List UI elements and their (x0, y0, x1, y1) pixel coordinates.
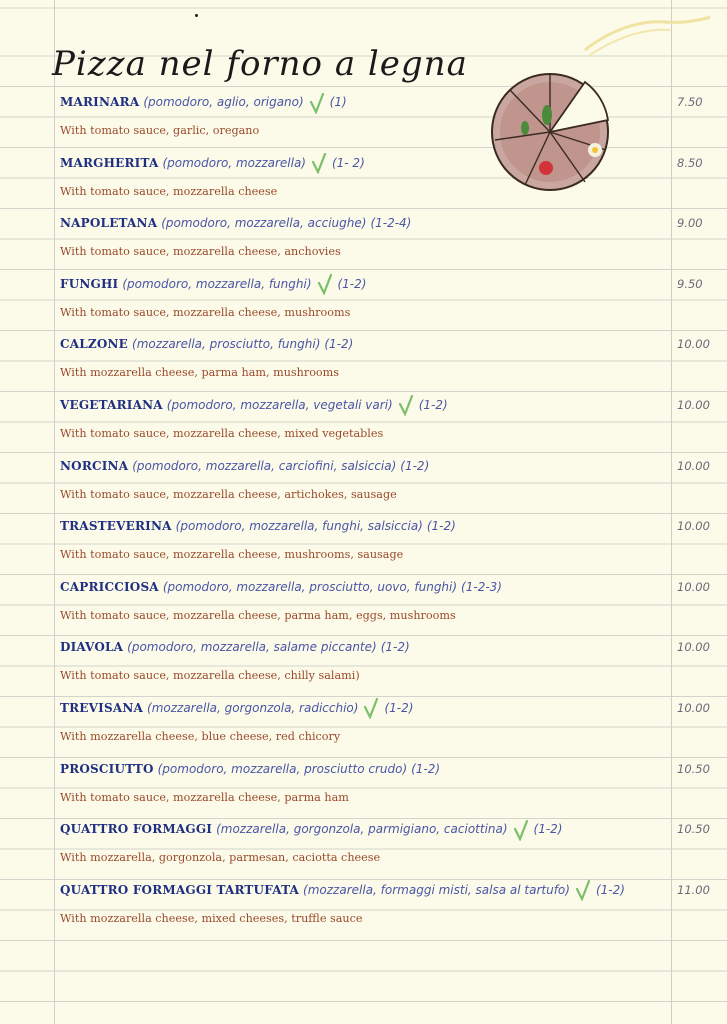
item-english: With mozzarella cheese, parma ham, mushrooms (60, 366, 340, 380)
item-name: QUATTRO FORMAGGI TARTUFATA (60, 882, 300, 897)
item-name: VEGETARIANA (60, 397, 163, 412)
item-name: MARINARA (60, 95, 140, 109)
item-allergens: (1-2) (400, 458, 430, 473)
menu-item-calzone (60, 328, 720, 389)
item-ingredients: (pomodoro, mozzarella, acciughe) (161, 216, 367, 231)
green-checkmark-icon (312, 152, 326, 174)
item-price: 9.50 (677, 276, 703, 291)
item-allergens: (1-2) (384, 700, 414, 715)
item-english: With tomato sauce, garlic, oregano (60, 124, 260, 137)
item-allergens: (1-2-3) (461, 579, 502, 594)
green-checkmark-icon (576, 879, 590, 901)
menu-item-quattro-formaggi-tartufata (60, 874, 720, 935)
item-price: 11.00 (677, 882, 710, 897)
item-price: 10.00 (677, 337, 710, 352)
item-price: 10.00 (677, 519, 710, 534)
menu-item-marinara (60, 86, 720, 147)
item-price: 8.50 (677, 155, 703, 170)
item-ingredients: (pomodoro, mozzarella, funghi, salsiccia) (175, 519, 423, 534)
item-ingredients: (pomodoro, mozzarella) (162, 155, 306, 170)
item-allergens: (1-2) (324, 337, 354, 352)
item-name: MARGHERITA (60, 155, 159, 170)
item-price: 7.50 (677, 95, 703, 109)
menu-item-margherita (60, 147, 720, 208)
item-english: With mozzarella, gorgonzola, parmesan, caciotta cheese (60, 851, 381, 865)
item-allergens: (1-2) (337, 276, 367, 291)
item-allergens: (1-2) (411, 761, 441, 776)
item-price: 10.00 (677, 700, 710, 715)
item-allergens: (1-2) (595, 882, 625, 897)
item-english: With tomato sauce, mozzarella cheese, mushrooms, sausage (60, 548, 404, 562)
green-checkmark-icon (399, 394, 413, 416)
item-allergens: (1- 2) (331, 155, 365, 170)
item-ingredients: (mozzarella, gorgonzola, parmigiano, caciottina) (216, 822, 508, 837)
item-price: 9.00 (677, 216, 703, 231)
item-price: 10.50 (677, 761, 710, 776)
item-name: TREVISANA (60, 700, 144, 715)
item-english: With tomato sauce, mozzarella cheese, anchovies (60, 245, 341, 259)
item-ingredients: (pomodoro, mozzarella, vegetali vari) (166, 397, 393, 412)
item-name: TRASTEVERINA (60, 519, 172, 534)
item-english: With tomato sauce, mozzarella cheese, parma ham, eggs, mushrooms (60, 608, 456, 622)
item-price: 10.00 (677, 579, 710, 594)
item-ingredients: (mozzarella, gorgonzola, radicchio) (147, 700, 359, 715)
item-price: 10.00 (677, 458, 710, 473)
item-english: With tomato sauce, mozzarella cheese, mixed vegetables (60, 426, 384, 440)
item-price: 10.00 (677, 640, 710, 655)
menu-item-diavola (60, 631, 720, 692)
item-name: NAPOLETANA (60, 216, 158, 231)
item-english: With tomato sauce, mozzarella cheese, parma ham (60, 790, 349, 804)
item-name: QUATTRO FORMAGGI (60, 822, 213, 837)
item-allergens: (1-2) (426, 519, 456, 534)
item-ingredients: (mozzarella, formaggi misti, salsa al tartufo) (303, 882, 570, 897)
menu-item-vegetariana (60, 389, 720, 450)
item-name: CAPRICCIOSA (60, 579, 159, 594)
pizza-menu-list (60, 86, 720, 934)
item-price: 10.50 (677, 822, 710, 837)
item-name: CALZONE (60, 337, 129, 352)
item-allergens: (1-2) (380, 640, 410, 655)
item-english: With mozzarella cheese, mixed cheeses, truffle sauce (60, 911, 363, 925)
menu-item-funghi (60, 268, 720, 329)
item-english: With mozzarella cheese, blue cheese, red chicory (60, 729, 341, 743)
item-allergens: (1-2) (418, 397, 448, 412)
item-ingredients: (pomodoro, aglio, origano) (143, 95, 304, 109)
green-checkmark-icon (310, 92, 324, 114)
item-allergens: (1) (329, 95, 347, 109)
item-ingredients: (pomodoro, mozzarella, carciofini, salsiccia) (132, 458, 397, 473)
menu-title-text: Pizza nel forno a legna (52, 44, 468, 84)
menu-title (42, 14, 468, 94)
item-allergens: (1-2-4) (370, 216, 412, 231)
item-ingredients: (pomodoro, mozzarella, prosciutto, uovo, funghi) (162, 579, 458, 594)
menu-item-quattro-formaggi (60, 813, 720, 874)
item-ingredients: (mozzarella, prosciutto, funghi) (132, 337, 321, 352)
item-english: With tomato sauce, mozzarella cheese, chilly salami) (60, 669, 360, 683)
item-english: With tomato sauce, mozzarella cheese, artichokes, sausage (60, 487, 397, 501)
green-checkmark-icon (514, 819, 528, 841)
green-checkmark-icon (318, 273, 332, 295)
menu-item-capricciosa (60, 571, 720, 632)
item-ingredients: (pomodoro, mozzarella, salame piccante) (127, 640, 377, 655)
menu-item-trasteverina (60, 510, 720, 571)
item-english: With tomato sauce, mozzarella cheese (60, 184, 278, 198)
menu-item-norcina (60, 450, 720, 511)
menu-item-prosciutto (60, 753, 720, 814)
item-name: DIAVOLA (60, 640, 124, 655)
item-english: With tomato sauce, mozzarella cheese, mushrooms (60, 305, 351, 319)
item-name: NORCINA (60, 458, 129, 473)
item-ingredients: (pomodoro, mozzarella, funghi) (122, 276, 312, 291)
item-name: FUNGHI (60, 276, 119, 291)
item-allergens: (1-2) (533, 822, 563, 837)
item-price: 10.00 (677, 397, 710, 412)
menu-item-napoletana (60, 207, 720, 268)
green-checkmark-icon (364, 697, 378, 719)
left-margin-line (54, 0, 55, 1024)
item-name: PROSCIUTTO (60, 761, 154, 776)
menu-item-trevisana (60, 692, 720, 753)
item-ingredients: (pomodoro, mozzarella, prosciutto crudo) (157, 761, 408, 776)
